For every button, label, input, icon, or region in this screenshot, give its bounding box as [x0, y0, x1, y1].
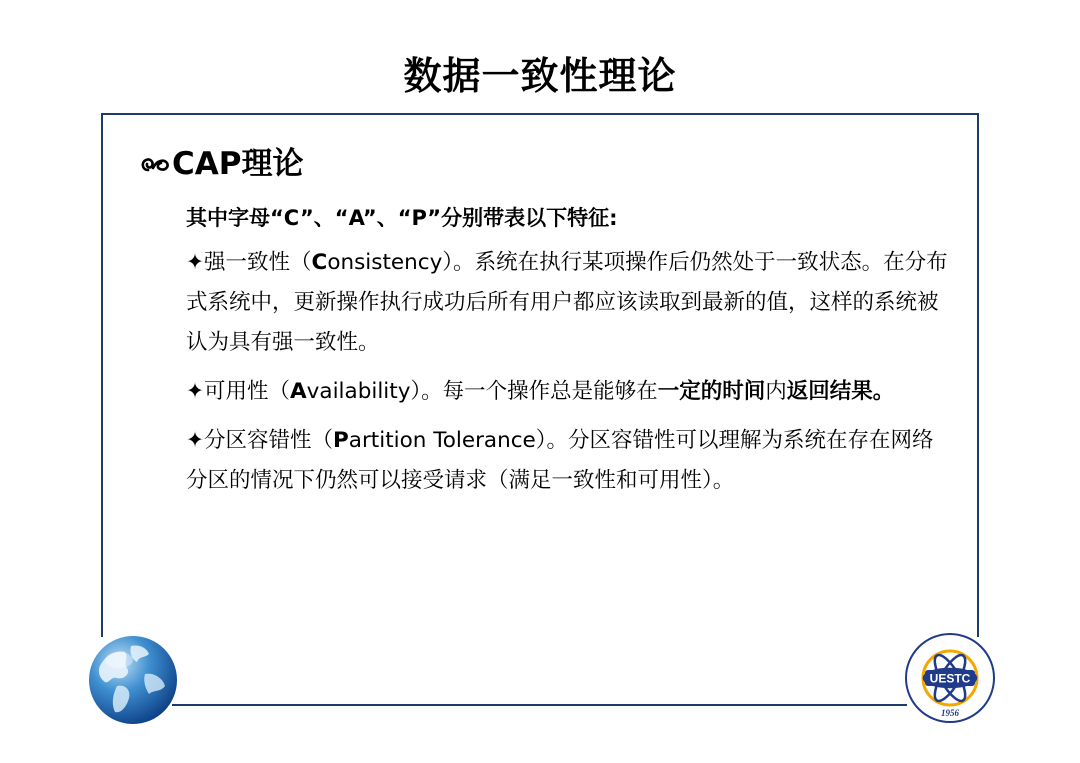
item-term-pre: 可用性（: [204, 379, 291, 404]
item-description: 分区容错性可以理解为系统在存在网络分区的情况下仍然可以接受请求（满足一致性和可用性）。: [186, 428, 934, 493]
svg-text:UESTC: UESTC: [929, 671, 971, 686]
item-term-initial: P: [333, 428, 349, 453]
item-description-pre: 每一个操作总是能够在: [442, 379, 658, 404]
frame-left-border: [101, 113, 103, 637]
item-consistency: [186, 243, 948, 363]
section-heading: [140, 142, 303, 186]
uestc-logo: [904, 632, 996, 724]
svg-text:1956: 1956: [941, 708, 959, 718]
intro-text: 其中字母“C”、“A”、“P”分别带表以下特征:: [186, 206, 618, 230]
frame-top-border: [101, 113, 979, 115]
slide-title: 数据一致性理论: [403, 54, 677, 98]
item-description-mid: 内: [765, 379, 787, 404]
globe-icon: [87, 634, 179, 726]
ornamental-bullet-icon: [140, 153, 170, 175]
item-term-pre: 分区容错性（: [204, 428, 334, 453]
item-description-emphasis: 返回结果: [786, 379, 873, 404]
content-body: [186, 198, 948, 510]
item-term-rest: onsistency）。: [327, 250, 475, 275]
item-description: 系统在执行某项操作后仍然处于一致状态。在分布式系统中，更新操作执行成功后所有用户都应该读取到最新的值，这样的系统被认为具有强一致性。: [186, 250, 948, 355]
item-marker: ✦: [186, 250, 205, 275]
frame-bottom-border: [172, 704, 907, 706]
item-marker: ✦: [186, 428, 205, 453]
heading-text: CAP理论: [172, 146, 304, 182]
item-term-rest: artition Tolerance）。: [348, 428, 569, 453]
item-description-emphasis: 一定的时间: [657, 379, 766, 404]
item-description-end: 。: [872, 379, 895, 404]
item-term-initial: A: [290, 379, 307, 404]
frame-right-border: [977, 113, 979, 637]
item-term-rest: vailability）。: [306, 379, 443, 404]
item-marker: ✦: [186, 379, 205, 404]
item-partition-tolerance: [186, 421, 948, 501]
item-availability: [186, 372, 948, 412]
item-term-initial: C: [311, 250, 328, 275]
item-term-pre: 强一致性（: [204, 250, 312, 275]
